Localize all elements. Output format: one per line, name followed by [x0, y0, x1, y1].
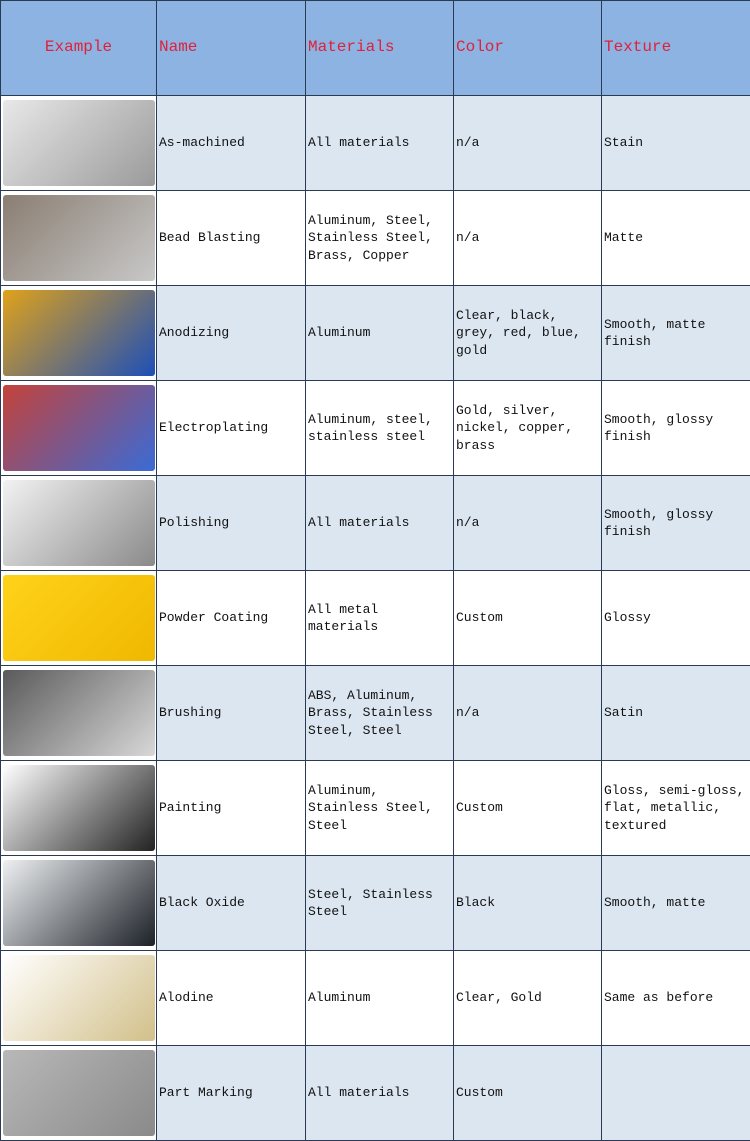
- color-cell: Black: [454, 856, 602, 951]
- materials-cell: Aluminum: [306, 286, 454, 381]
- materials-cell: ABS, Aluminum, Brass, Stainless Steel, Steel: [306, 666, 454, 761]
- brushed-sheet-image: [3, 670, 155, 756]
- color-cell: n/a: [454, 476, 602, 571]
- header-materials: Materials: [306, 1, 454, 96]
- texture-cell: [602, 1046, 750, 1141]
- example-cell: [1, 666, 157, 761]
- texture-cell: Smooth, glossy finish: [602, 381, 750, 476]
- texture-cell: Stain: [602, 96, 750, 191]
- name-cell: Brushing: [157, 666, 306, 761]
- name-cell: Bead Blasting: [157, 191, 306, 286]
- color-cell: Custom: [454, 1046, 602, 1141]
- polished-caps-image: [3, 480, 155, 566]
- materials-cell: Aluminum: [306, 951, 454, 1046]
- table-row: [1, 381, 750, 476]
- materials-cell: Steel, Stainless Steel: [306, 856, 454, 951]
- example-cell: [1, 761, 157, 856]
- machined-disc-image: [3, 100, 155, 186]
- name-cell: Painting: [157, 761, 306, 856]
- materials-cell: All materials: [306, 476, 454, 571]
- color-cell: n/a: [454, 666, 602, 761]
- texture-cell: Same as before: [602, 951, 750, 1046]
- example-cell: [1, 381, 157, 476]
- table-row: [1, 951, 750, 1046]
- table-row: [1, 666, 750, 761]
- table-row: [1, 571, 750, 666]
- example-cell: [1, 1046, 157, 1141]
- texture-cell: Smooth, matte finish: [602, 286, 750, 381]
- name-cell: Black Oxide: [157, 856, 306, 951]
- color-cell: Gold, silver, nickel, copper, brass: [454, 381, 602, 476]
- black-oxide-fittings-image: [3, 860, 155, 946]
- example-cell: [1, 286, 157, 381]
- steel-kegs-image: [3, 195, 155, 281]
- name-cell: Alodine: [157, 951, 306, 1046]
- texture-cell: Smooth, glossy finish: [602, 476, 750, 571]
- black-painted-part-image: [3, 765, 155, 851]
- example-cell: [1, 571, 157, 666]
- color-cell: Clear, Gold: [454, 951, 602, 1046]
- table-row: [1, 476, 750, 571]
- name-cell: As-machined: [157, 96, 306, 191]
- name-cell: Anodizing: [157, 286, 306, 381]
- color-cell: n/a: [454, 96, 602, 191]
- name-cell: Electroplating: [157, 381, 306, 476]
- texture-cell: Gloss, semi-gloss, flat, metallic, textured: [602, 761, 750, 856]
- table-row: [1, 1046, 750, 1141]
- texture-cell: Smooth, matte: [602, 856, 750, 951]
- plated-bottles-image: [3, 385, 155, 471]
- texture-cell: Glossy: [602, 571, 750, 666]
- table-row: [1, 191, 750, 286]
- table-row: [1, 286, 750, 381]
- example-cell: [1, 96, 157, 191]
- name-cell: Part Marking: [157, 1046, 306, 1141]
- header-texture: Texture: [602, 1, 750, 96]
- yellow-bracket-image: [3, 575, 155, 661]
- materials-cell: Aluminum, steel, stainless steel: [306, 381, 454, 476]
- name-cell: Powder Coating: [157, 571, 306, 666]
- color-cell: Custom: [454, 761, 602, 856]
- header-color: Color: [454, 1, 602, 96]
- table-row: [1, 96, 750, 191]
- texture-cell: Satin: [602, 666, 750, 761]
- example-cell: [1, 951, 157, 1046]
- example-cell: [1, 856, 157, 951]
- materials-cell: Aluminum, Stainless Steel, Steel: [306, 761, 454, 856]
- color-cell: Custom: [454, 571, 602, 666]
- header-example: Example: [1, 1, 157, 96]
- materials-cell: All materials: [306, 1046, 454, 1141]
- example-cell: [1, 191, 157, 286]
- header-name: Name: [157, 1, 306, 96]
- marked-plate-image: [3, 1050, 155, 1136]
- materials-cell: Aluminum, Steel, Stainless Steel, Brass, Copper: [306, 191, 454, 286]
- texture-cell: Matte: [602, 191, 750, 286]
- example-cell: [1, 476, 157, 571]
- name-cell: Polishing: [157, 476, 306, 571]
- color-cell: n/a: [454, 191, 602, 286]
- materials-cell: All metal materials: [306, 571, 454, 666]
- color-cell: Clear, black, grey, red, blue, gold: [454, 286, 602, 381]
- alodine-brackets-image: [3, 955, 155, 1041]
- anodized-parts-image: [3, 290, 155, 376]
- table-row: [1, 856, 750, 951]
- table-row: [1, 761, 750, 856]
- materials-cell: All materials: [306, 96, 454, 191]
- header-row: [1, 1, 750, 96]
